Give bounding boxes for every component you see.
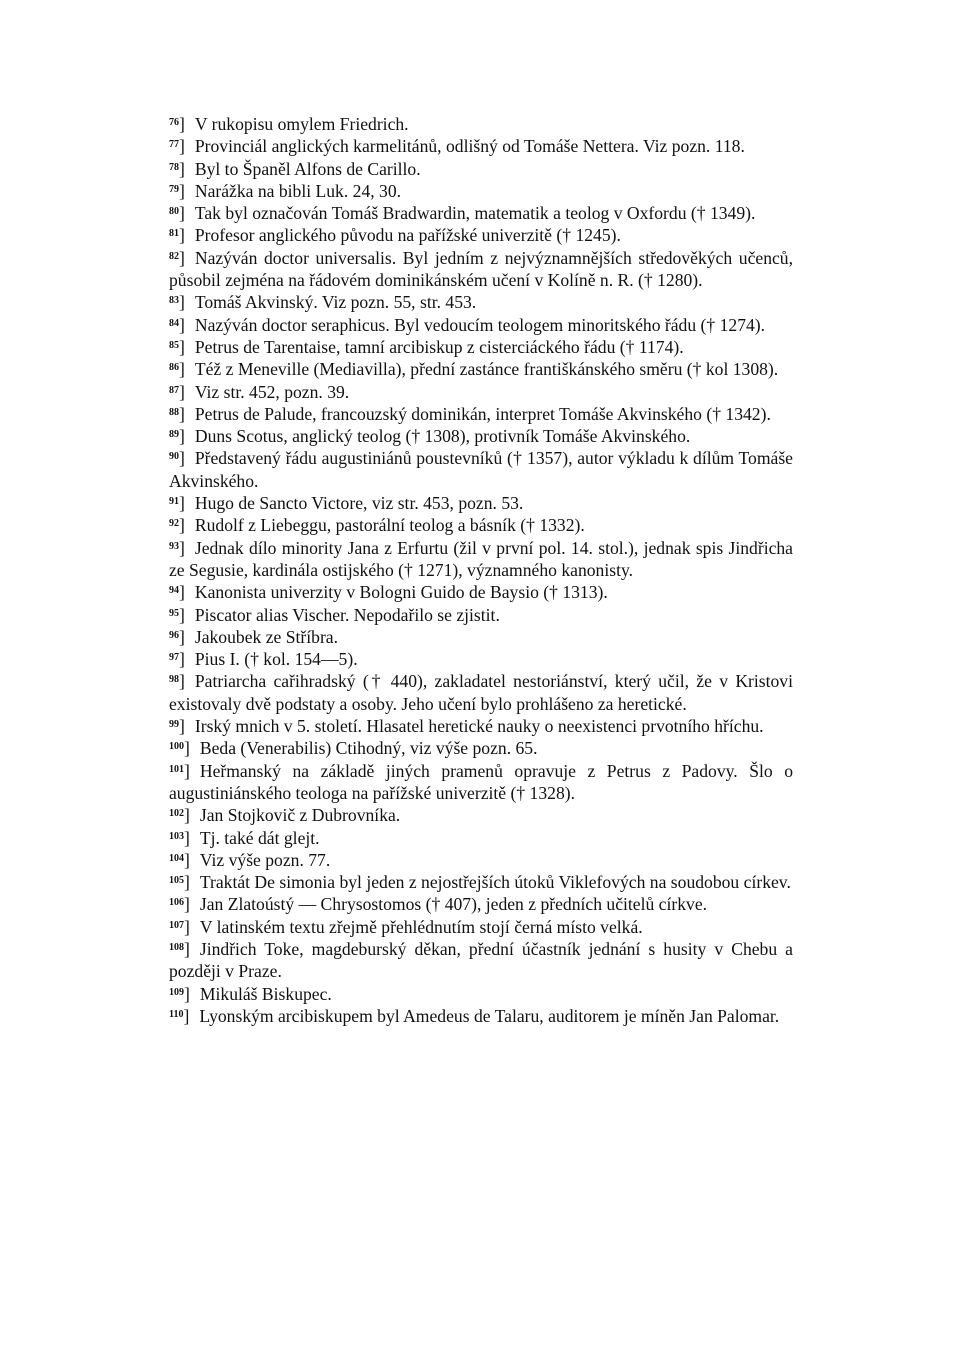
footnote-number: 99 [169, 719, 179, 731]
footnote [169, 916, 793, 938]
footnote-number: 93 [169, 540, 179, 552]
footnote [169, 827, 793, 849]
footnote [169, 648, 793, 670]
footnote-bracket: ] [184, 983, 190, 1004]
footnote-bracket: ] [184, 916, 190, 937]
footnote-text: Tak byl označován Tomáš Bradwardin, matematik a teolog v Oxfordu († 1349). [194, 203, 756, 224]
footnote [169, 291, 793, 313]
footnote [169, 381, 793, 403]
footnote-bracket: ] [179, 180, 185, 201]
footnote-bracket: ] [184, 894, 190, 915]
footnote-bracket: ] [179, 671, 185, 692]
footnote-text: Viz výše pozn. 77. [199, 849, 331, 870]
footnote [169, 403, 793, 425]
footnote-text: Profesor anglického původu na pařížské univerzitě († 1245). [194, 225, 621, 246]
footnote-bracket: ] [179, 314, 185, 335]
footnote-text: Traktát De simonia byl jeden z nejostřejších útoků Viklefových na soudobou církev. [199, 872, 791, 893]
footnote-number: 102 [169, 808, 184, 820]
footnote-bracket: ] [179, 537, 185, 558]
footnote-bracket: ] [179, 158, 185, 179]
footnote-bracket: ] [179, 493, 185, 514]
footnote-number: 84 [169, 317, 179, 329]
footnote [169, 670, 793, 715]
footnote-number: 101 [169, 763, 184, 775]
footnote-text: Byl to Španěl Alfons de Carillo. [194, 158, 421, 179]
footnote-number: 89 [169, 429, 179, 441]
footnote-text: Jindřich Toke, magdeburský děkan, přední účastník jednání s husity v Chebu a později v Praze. [169, 938, 793, 982]
footnote [169, 537, 793, 582]
footnote-text: Jan Zlatoústý — Chrysostomos († 407), jeden z předních učitelů církve. [199, 894, 708, 915]
footnote-bracket: ] [179, 225, 185, 246]
footnote-number: 90 [169, 451, 179, 463]
footnote-text: Irský mnich v 5. století. Hlasatel heretické nauky o neexistenci prvotního hříchu. [194, 716, 764, 737]
footnote-bracket: ] [184, 827, 190, 848]
footnote-number: 100 [169, 741, 184, 753]
footnote-number: 86 [169, 362, 179, 374]
footnote-bracket: ] [184, 738, 190, 759]
footnote-number: 83 [169, 295, 179, 307]
footnote-number: 76 [169, 117, 179, 128]
footnote-text: Pius I. († kol. 154—5). [194, 649, 358, 670]
footnote-text: Heřmanský na základě jiných pramenů opravuje z Petrus z Padovy. Šlo o augustiniánského teologa na pařížské univerzitě († 1328). [169, 760, 793, 803]
footnote-text: Mikuláš Biskupec. [199, 983, 332, 1004]
footnote-text: Představený řádu augustiniánů poustevníků († 1357), autor výkladu k dílům Tomáše Akvinského. [169, 448, 793, 491]
footnote-text: Lyonským arcibiskupem byl Amedeus de Talaru, auditorem je míněn Jan Palomar. [199, 1005, 780, 1026]
footnote-text: Duns Scotus, anglický teolog († 1308), protivník Tomáše Akvinského. [194, 426, 691, 447]
footnote-text: Jakoubek ze Stříbra. [194, 626, 339, 647]
footnote [169, 604, 793, 626]
footnote-text: Patriarcha cařihradský († 440), zakladatel nestoriánství, který učil, že v Kristovi existovaly dvě podstaty a osoby. Jeho učení bylo prohlášeno za heretické. [169, 671, 793, 714]
footnote [169, 224, 793, 246]
footnote [169, 737, 793, 759]
footnote-number: 81 [169, 228, 179, 240]
footnote-bracket: ] [179, 247, 185, 268]
footnote-number: 106 [169, 897, 184, 909]
footnote-text: Provinciál anglických karmelitánů, odlišný od Tomáše Nettera. Viz pozn. 118. [194, 136, 745, 157]
footnote [169, 336, 793, 358]
footnote-bracket: ] [179, 515, 185, 536]
footnote-bracket: ] [184, 872, 190, 893]
footnote [169, 425, 793, 447]
footnote [169, 358, 793, 380]
footnote-bracket: ] [179, 292, 185, 313]
footnote-bracket: ] [179, 381, 185, 402]
footnote-text: Nazýván doctor universalis. Byl jedním z nejvýznamnějších středověkých učenců, působil zejména na řádovém dominikánském učení v Kolíně n. R. († 1280). [169, 247, 793, 291]
footnote-text: Též z Meneville (Mediavilla), přední zastánce františkánského směru († kol 1308). [194, 359, 779, 380]
footnote-bracket: ] [183, 1005, 190, 1026]
footnote [169, 135, 793, 157]
footnote-number: 80 [169, 206, 179, 218]
footnote-bracket: ] [184, 938, 190, 959]
footnote-number: 109 [169, 986, 184, 998]
footnote-number: 87 [169, 384, 179, 396]
footnote-bracket: ] [179, 359, 185, 380]
footnote [169, 447, 793, 492]
footnote-number: 77 [169, 139, 179, 151]
footnote-bracket: ] [179, 203, 185, 224]
footnote [169, 849, 793, 871]
footnote-number: 91 [169, 496, 179, 508]
footnote-number: 88 [169, 406, 179, 418]
footnote-bracket: ] [184, 760, 190, 781]
footnote-text: Petrus de Palude, francouzský dominikán, interpret Tomáše Akvinského († 1342). [194, 403, 771, 424]
footnote-number: 82 [169, 250, 179, 262]
footnote [169, 113, 793, 135]
footnote [169, 626, 793, 648]
footnote-text: Rudolf z Liebeggu, pastorální teolog a básník († 1332). [194, 515, 585, 536]
footnote [169, 983, 793, 1005]
footnote-bracket: ] [179, 604, 185, 625]
footnote-number: 94 [169, 585, 179, 597]
footnote [169, 158, 793, 180]
footnote [169, 581, 793, 603]
footnote-text: Beda (Venerabilis) Ctihodný, viz výše pozn. 65. [199, 738, 538, 759]
footnote-number: 85 [169, 339, 179, 351]
footnote-bracket: ] [179, 448, 185, 469]
footnote-number: 108 [169, 941, 184, 953]
footnote [169, 871, 793, 893]
footnote [169, 247, 793, 292]
footnote-bracket: ] [184, 849, 190, 870]
footnote [169, 938, 793, 983]
footnote-text: Narážka na bibli Luk. 24, 30. [194, 180, 402, 201]
footnote-text: Petrus de Tarentaise, tamní arcibiskup z cisterciáckého řádu († 1174). [194, 336, 684, 357]
footnote [169, 1005, 793, 1027]
footnote-text: Hugo de Sancto Victore, viz str. 453, pozn. 53. [194, 493, 524, 514]
footnote-number: 104 [169, 852, 184, 864]
footnote-text: Piscator alias Vischer. Nepodařilo se zjistit. [194, 604, 500, 625]
footnote-number: 103 [169, 830, 184, 842]
footnote-number: 98 [169, 674, 179, 686]
footnote-bracket: ] [179, 716, 185, 737]
footnote [169, 804, 793, 826]
footnotes-page [169, 113, 793, 1027]
footnote-bracket: ] [184, 805, 190, 826]
footnote-bracket: ] [179, 336, 185, 357]
footnote [169, 180, 793, 202]
footnote-number: 105 [169, 875, 184, 887]
footnote-text: Jednak dílo minority Jana z Erfurtu (žil v první pol. 14. stol.), jednak spis Jindřicha ze Segusie, kardinála ostijského († 1271), významného kanonisty. [169, 537, 793, 580]
footnote-text: V latinském textu zřejmě přehlédnutím stojí černá místo velká. [199, 916, 643, 937]
footnote-bracket: ] [179, 426, 185, 447]
footnote [169, 492, 793, 514]
footnote-bracket: ] [179, 626, 185, 647]
footnote-text: Kanonista univerzity v Bologni Guido de Baysio († 1313). [194, 582, 608, 603]
footnote-number: 78 [169, 161, 179, 173]
footnote-number: 96 [169, 629, 179, 641]
footnote-number: 110 [169, 1008, 184, 1020]
footnote-number: 95 [169, 607, 179, 619]
footnote-number: 107 [169, 919, 184, 931]
footnote-bracket: ] [179, 136, 185, 157]
footnote-bracket: ] [179, 582, 185, 603]
footnote-text: Viz str. 452, pozn. 39. [194, 381, 350, 402]
footnote [169, 514, 793, 536]
footnote-text: Tj. také dát glejt. [199, 827, 320, 848]
footnote-text: Tomáš Akvinský. Viz pozn. 55, str. 453. [194, 292, 477, 313]
footnote-bracket: ] [179, 403, 185, 424]
footnote [169, 893, 793, 915]
footnote [169, 202, 793, 224]
footnote-bracket: ] [179, 114, 185, 134]
footnote-text: Nazýván doctor seraphicus. Byl vedoucím teologem minoritského řádu († 1274). [194, 314, 766, 335]
footnote [169, 314, 793, 336]
footnote-text: V rukopisu omylem Friedrich. [194, 114, 409, 134]
footnote-text: Jan Stojkovič z Dubrovníka. [199, 805, 401, 826]
footnote [169, 760, 793, 805]
footnote-bracket: ] [179, 649, 185, 670]
footnote-number: 79 [169, 183, 179, 195]
footnote [169, 715, 793, 737]
footnote-number: 97 [169, 652, 179, 664]
footnote-number: 92 [169, 518, 179, 530]
